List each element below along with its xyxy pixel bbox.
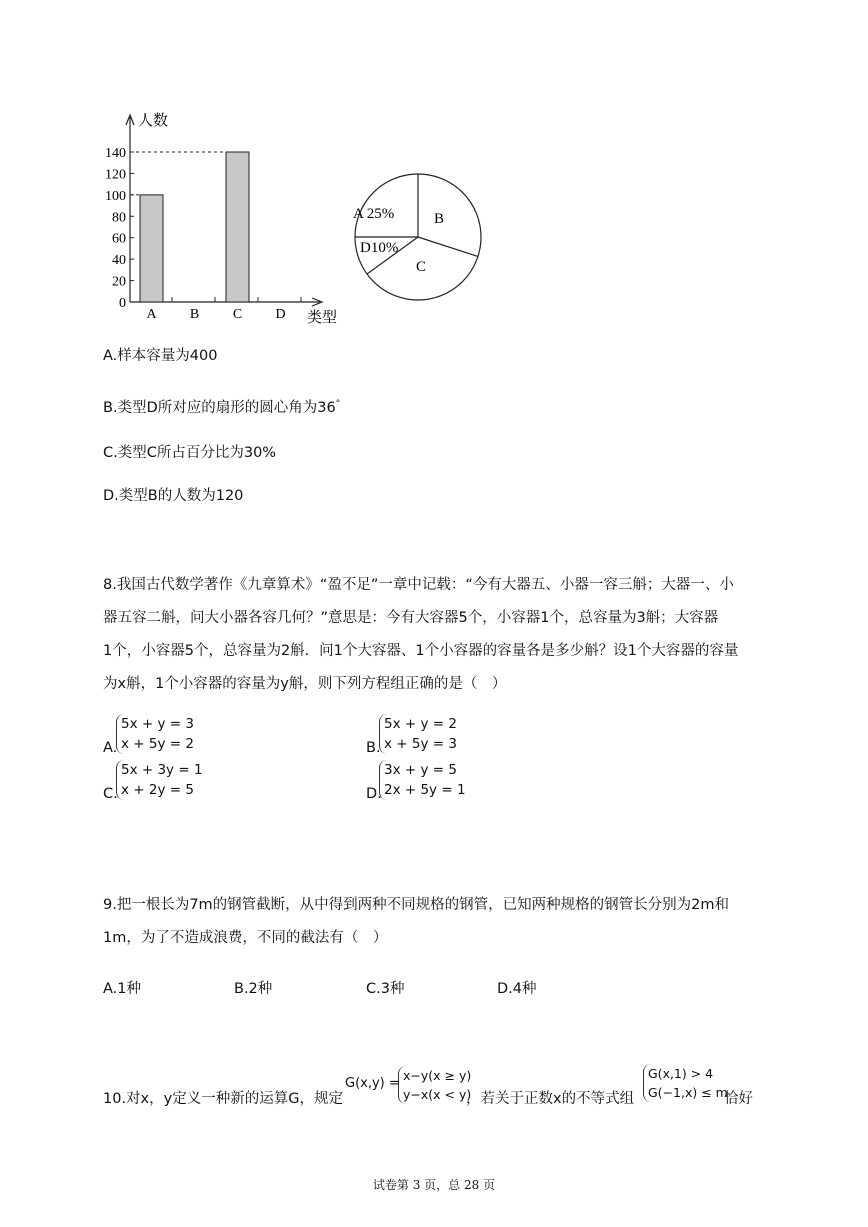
inequality-system [643,1064,728,1102]
inequality: G(x,1) > 4 [648,1066,714,1081]
q9-option-b: B.2种 [234,981,273,997]
x-axis-label: 类型 [307,310,338,326]
option-value: 36 [317,399,336,416]
y-tick-label: 120 [105,167,126,183]
equation: 5x + y = 3 [121,716,194,732]
q8-option-b [366,714,457,754]
q10-inequality-system [643,1064,728,1102]
q9-option-d: D.4种 [497,981,537,997]
q10-suffix: 恰好 [724,1091,753,1107]
equation: x + 5y = 2 [121,736,194,752]
bar-A [140,195,163,302]
q9-line-1: 9.把一根长为7m的钢管截断，从中得到两种不同规格的钢管，已知两种规格的钢管长分别为2m和 [103,897,730,913]
x-tick-label: D [275,307,286,322]
q7-option-c [103,446,276,461]
case: y−x(x < y) [403,1087,472,1102]
pie-label-D: D10% [360,240,399,256]
page-footer: 试卷第 3 页，总 28 页 [372,1178,496,1192]
bar-C [226,152,249,302]
q7-option-d [103,489,243,504]
option-label: D. [366,786,382,802]
option-label: B. [366,740,381,756]
inequality: G(−1,x) ≤ m [648,1085,728,1100]
q10-middle: ，若关于正数x的不等式组 [466,1091,635,1107]
pie-label-B: B [434,211,445,227]
option-label: D.类型 [103,488,148,504]
option-label: A. [103,740,118,756]
y-tick-label: 0 [119,296,126,311]
degree-symbol: ° [335,399,341,409]
y-tick-label: 140 [105,146,126,161]
option-label2: 所对应的扇形的圆心角为 [157,399,318,416]
q8-line-1: 8.我国古代数学著作《九章算术》“盈不足”一章中记载：“今有大器五、小器一容三斛；大器一、小 [103,577,734,593]
option-value: 400 [189,348,218,364]
q8-option-a [103,714,194,754]
option-var: D [146,399,158,416]
q9-option-a: A.1种 [103,981,141,997]
pie-chart [350,168,490,308]
equation: 5x + y = 2 [384,716,457,732]
x-tick-label: A [146,307,157,322]
x-tick-label: C [232,307,243,322]
y-tick-label: 60 [112,231,126,247]
equation: 2x + 5y = 1 [384,782,466,798]
bar-chart [95,105,355,330]
y-tick-label: 80 [112,210,126,226]
q7-option-a [103,349,217,364]
option-var: C [146,445,157,461]
case: x−y(x ≥ y) [403,1068,472,1083]
equation: x + 5y = 3 [384,736,457,752]
option-label: A.样本容量为 [103,348,190,364]
equation: 5x + 3y = 1 [121,762,203,778]
q8-line-2: 器五容二斛，问大小器各容几何？”意思是：今有大容器5个，小容器1个，总容量为3斛；大容器 [103,610,719,626]
equation-system [379,714,457,754]
equation-system [379,760,466,800]
option-label2: 所占百分比为 [156,445,244,461]
piecewise-cases [398,1066,471,1104]
q9-line-2: 1m，为了不造成浪费，不同的截法有（ ） [103,930,388,946]
q8-option-c [103,760,203,800]
function-name: G(x,y) = [345,1076,400,1091]
option-var: B [147,488,158,504]
q10-prefix: 10.对x，y定义一种新的运算G，规定 [103,1091,343,1107]
equation: 3x + y = 5 [384,762,457,778]
pie-label-C: C [416,259,427,275]
y-tick-label: 40 [112,253,126,269]
q8-line-4: 为x斛，1个小容器的容量为y斛，则下列方程组正确的是（ ） [103,676,507,692]
option-label: C.类型 [103,445,147,461]
option-value: 120 [215,488,244,504]
q7-option-b [103,400,340,415]
option-label2: 的人数为 [157,488,216,504]
option-value: 30% [243,445,277,461]
pie-label-A: A 25% [353,206,395,222]
y-axis-label: 人数 [138,113,169,129]
q9-option-c: C.3种 [366,981,405,997]
equation: x + 2y = 5 [121,782,194,798]
option-label: B.类型 [103,399,147,416]
x-tick-label: B [189,307,200,322]
equation-system [116,760,203,800]
q8-option-d [366,760,466,800]
y-tick-label: 100 [105,188,126,204]
option-label: C. [103,786,118,802]
y-tick-label: 20 [112,274,126,290]
q8-line-3: 1个，小容器5个，总容量为2斛．问1个大容器、1个小容器的容量各是多少斛？设1个大容器的容量 [103,643,739,659]
equation-system [116,714,194,754]
q10-function-def [345,1066,471,1104]
